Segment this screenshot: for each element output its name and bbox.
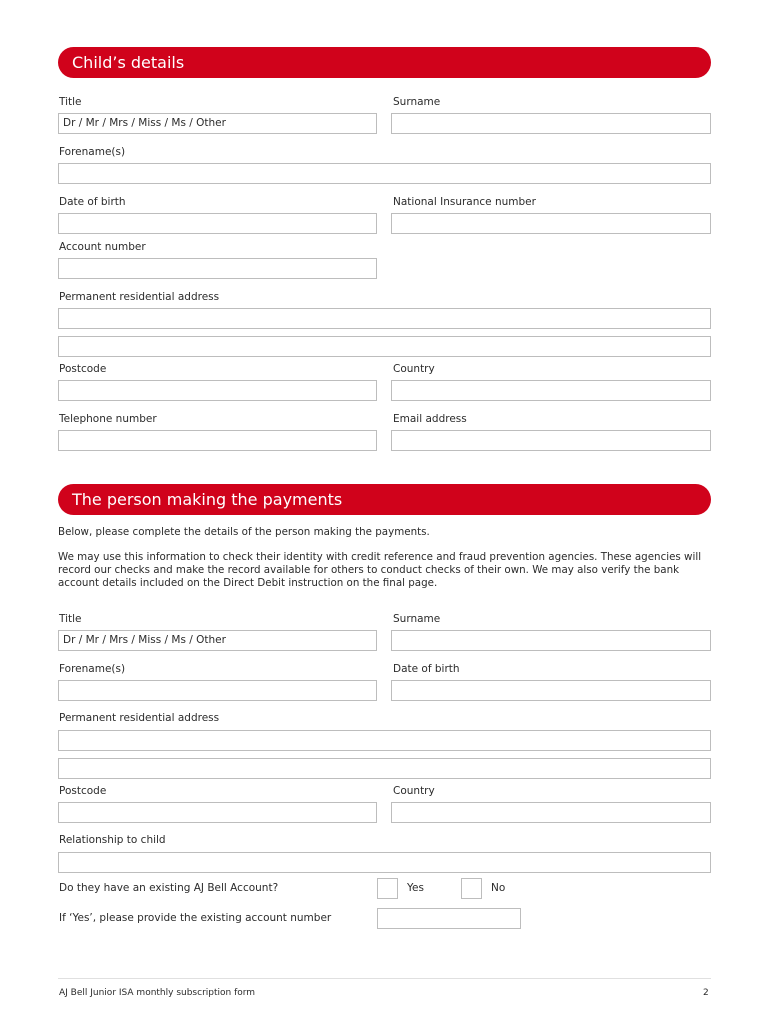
- child-dob-label: Date of birth: [59, 196, 126, 208]
- child-telephone-label: Telephone number: [59, 413, 157, 425]
- child-postcode-field[interactable]: [58, 380, 377, 401]
- payer-surname-label: Surname: [393, 613, 441, 625]
- child-address-line-1[interactable]: [58, 308, 711, 329]
- child-dob-field[interactable]: [58, 213, 377, 234]
- existing-account-yes-label: Yes: [407, 882, 424, 894]
- child-country-label: Country: [393, 363, 435, 375]
- payer-postcode-label: Postcode: [59, 785, 107, 797]
- child-account-field[interactable]: [58, 258, 377, 279]
- existing-account-no-label: No: [491, 882, 506, 894]
- existing-account-number-label: If ‘Yes’, please provide the existing account number: [59, 912, 332, 924]
- existing-account-question: Do they have an existing AJ Bell Account?: [59, 882, 279, 894]
- footer-page-number: 2: [703, 988, 709, 998]
- existing-account-number-field[interactable]: [377, 908, 521, 929]
- payer-address-line-1[interactable]: [58, 730, 711, 751]
- child-ni-label: National Insurance number: [393, 196, 536, 208]
- payer-dob-label: Date of birth: [393, 663, 460, 675]
- payer-forename-field[interactable]: [58, 680, 377, 701]
- child-country-field[interactable]: [391, 380, 711, 401]
- child-address-label: Permanent residential address: [59, 291, 220, 303]
- payer-intro-text: Below, please complete the details of the person making the payments.: [58, 526, 430, 538]
- footer-divider: [58, 978, 711, 979]
- payer-relationship-label: Relationship to child: [59, 834, 166, 846]
- child-title-field[interactable]: Dr / Mr / Mrs / Miss / Ms / Other: [58, 113, 377, 134]
- child-forename-label: Forename(s): [59, 146, 126, 158]
- footer-form-name: AJ Bell Junior ISA monthly subscription form: [59, 988, 256, 998]
- child-email-label: Email address: [393, 413, 467, 425]
- existing-account-no-checkbox[interactable]: [461, 878, 482, 899]
- child-ni-field[interactable]: [391, 213, 711, 234]
- child-forename-field[interactable]: [58, 163, 711, 184]
- payer-country-label: Country: [393, 785, 435, 797]
- payer-notice-text: We may use this information to check their identity with credit reference and fraud prevention agencies. These agencies will record our checks and make the record available for others to conduct checks of their own. We may also verify the bank account details included on the Direct Debit instruction on the final page.: [58, 551, 702, 590]
- section-heading-payer: The person making the payments: [58, 484, 711, 515]
- payer-country-field[interactable]: [391, 802, 711, 823]
- payer-dob-field[interactable]: [391, 680, 711, 701]
- payer-title-label: Title: [59, 613, 82, 625]
- child-surname-label: Surname: [393, 96, 441, 108]
- child-telephone-field[interactable]: [58, 430, 377, 451]
- child-surname-field[interactable]: [391, 113, 711, 134]
- section-heading-child-details: Child’s details: [58, 47, 711, 78]
- payer-title-field[interactable]: Dr / Mr / Mrs / Miss / Ms / Other: [58, 630, 377, 651]
- payer-relationship-field[interactable]: [58, 852, 711, 873]
- payer-surname-field[interactable]: [391, 630, 711, 651]
- child-title-label: Title: [59, 96, 82, 108]
- child-address-line-2[interactable]: [58, 336, 711, 357]
- payer-address-line-2[interactable]: [58, 758, 711, 779]
- existing-account-yes-checkbox[interactable]: [377, 878, 398, 899]
- child-email-field[interactable]: [391, 430, 711, 451]
- payer-address-label: Permanent residential address: [59, 712, 220, 724]
- child-postcode-label: Postcode: [59, 363, 107, 375]
- payer-postcode-field[interactable]: [58, 802, 377, 823]
- child-account-label: Account number: [59, 241, 146, 253]
- payer-forename-label: Forename(s): [59, 663, 126, 675]
